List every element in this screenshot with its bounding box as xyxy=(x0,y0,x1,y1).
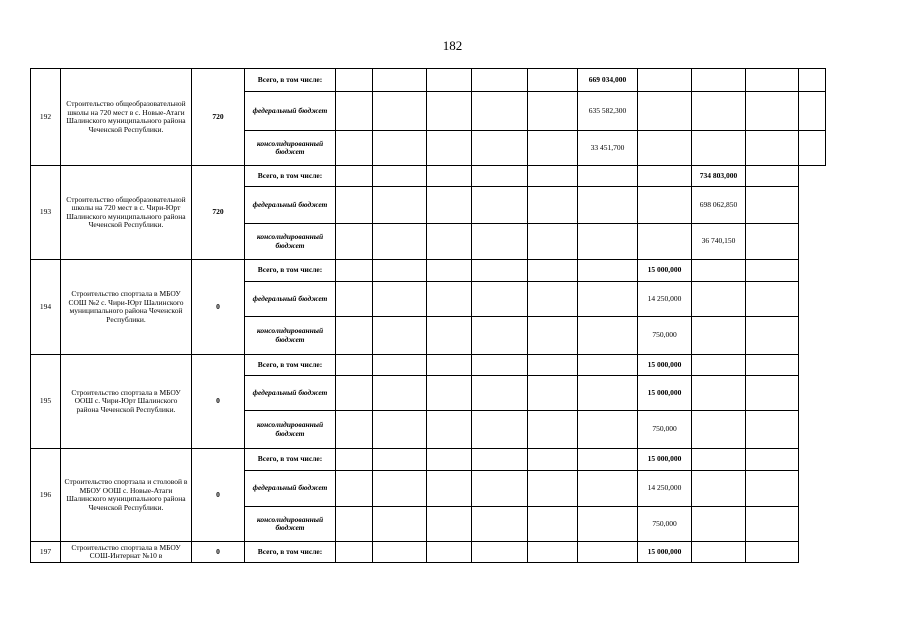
budget-table xyxy=(30,68,826,563)
label-federal: федеральный бюджет xyxy=(245,471,336,507)
value-total: 734 803,000 xyxy=(692,166,746,187)
row-number: 193 xyxy=(31,166,61,260)
page-number: 182 xyxy=(442,38,463,53)
label-federal: федеральный бюджет xyxy=(245,376,336,411)
row-number: 192 xyxy=(31,69,61,166)
value-total: 669 034,000 xyxy=(578,69,638,92)
value-federal: 14 250,000 xyxy=(638,471,692,507)
capacity: 0 xyxy=(192,355,245,449)
capacity: 720 xyxy=(192,166,245,260)
label-total: Всего, в том числе: xyxy=(245,260,336,282)
value-total: 15 000,000 xyxy=(638,542,692,563)
value-federal: 698 062,850 xyxy=(692,187,746,224)
table-row xyxy=(31,166,826,187)
value-consolidated: 33 451,700 xyxy=(578,131,638,166)
project-name: Строительство спортзала в МБОУ СОШ №2 с. Чири-Юрт Шалинского муниципального района Чеченской Республики. xyxy=(61,260,192,355)
capacity: 0 xyxy=(192,260,245,355)
row-number: 197 xyxy=(31,542,61,563)
capacity: 0 xyxy=(192,449,245,542)
label-total: Всего, в том числе: xyxy=(245,542,336,563)
value-federal: 15 000,000 xyxy=(638,376,692,411)
table-row xyxy=(31,542,826,563)
value-total: 15 000,000 xyxy=(638,260,692,282)
label-consolidated: консолидированный бюджет xyxy=(245,317,336,355)
table-row xyxy=(31,449,826,471)
label-total: Всего, в том числе: xyxy=(245,69,336,92)
project-name: Строительство спортзала в МБОУ ООШ с. Чири-Юрт Шалинского района Чеченской Республики. xyxy=(61,355,192,449)
capacity: 0 xyxy=(192,542,245,563)
project-name: Строительство спортзала в МБОУ СОШ-Интернат №10 в xyxy=(61,542,192,563)
label-total: Всего, в том числе: xyxy=(245,449,336,471)
label-total: Всего, в том числе: xyxy=(245,166,336,187)
row-number: 196 xyxy=(31,449,61,542)
label-consolidated: консолидированный бюджет xyxy=(245,507,336,542)
capacity: 720 xyxy=(192,69,245,166)
table-row xyxy=(31,69,826,92)
value-consolidated: 36 740,150 xyxy=(692,224,746,260)
table-row xyxy=(31,355,826,376)
value-federal: 635 582,300 xyxy=(578,92,638,131)
project-name: Строительство общеобразовательной школы на 720 мест в с. Чири-Юрт Шалинского муниципального района Чеченской Республики. xyxy=(61,166,192,260)
value-consolidated: 750,000 xyxy=(638,411,692,449)
label-consolidated: консолидированный бюджет xyxy=(245,131,336,166)
value-federal: 14 250,000 xyxy=(638,282,692,317)
label-total: Всего, в том числе: xyxy=(245,355,336,376)
label-consolidated: консолидированный бюджет xyxy=(245,411,336,449)
value-total: 15 000,000 xyxy=(638,355,692,376)
project-name: Строительство спортзала и столовой в МБОУ ООШ с. Новые-Атаги Шалинского муниципального района Чеченской Республики. xyxy=(61,449,192,542)
row-number: 194 xyxy=(31,260,61,355)
label-federal: федеральный бюджет xyxy=(245,92,336,131)
value-consolidated: 750,000 xyxy=(638,507,692,542)
row-number: 195 xyxy=(31,355,61,449)
label-federal: федеральный бюджет xyxy=(245,187,336,224)
label-federal: федеральный бюджет xyxy=(245,282,336,317)
value-consolidated: 750,000 xyxy=(638,317,692,355)
project-name: Строительство общеобразовательной школы на 720 мест в с. Новые-Атаги Шалинского муниципального района Чеченской Республики. xyxy=(61,69,192,166)
table-row xyxy=(31,260,826,282)
label-consolidated: консолидированный бюджет xyxy=(245,224,336,260)
value-total: 15 000,000 xyxy=(638,449,692,471)
